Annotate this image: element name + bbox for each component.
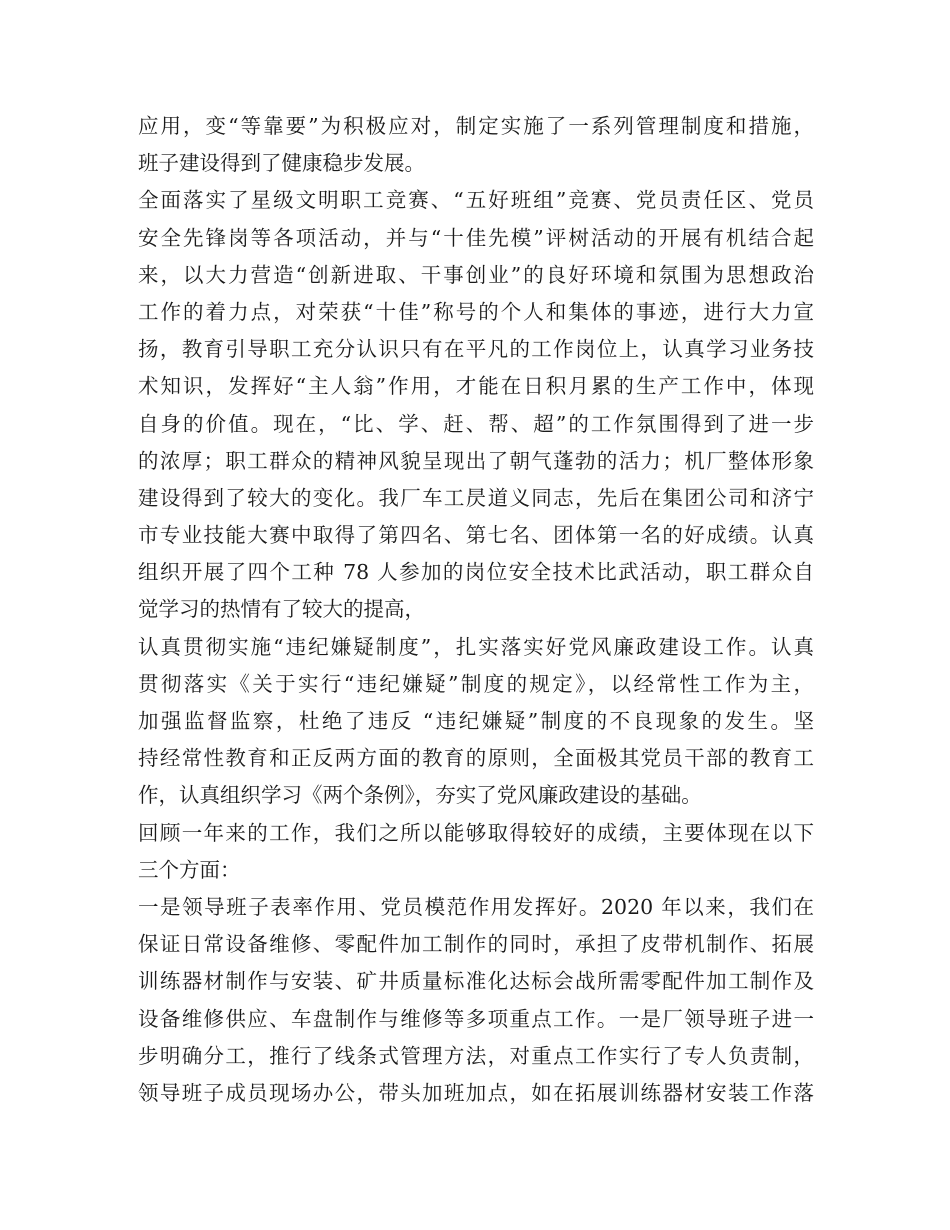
text-line: 贯彻落实《关于实行“违纪嫌疑”制度的规定》，以经常性工作为主， <box>138 671 814 696</box>
text-line: 建设得到了较大的变化。我厂车工昃道义同志，先后在集团公司和济宁 <box>138 485 814 510</box>
text-line: 术知识，发挥好“主人翁”作用，才能在日积月累的生产工作中，体现 <box>138 374 814 399</box>
text-line: 应用，变“等靠要”为积极应对，制定实施了一系列管理制度和措施， <box>138 114 814 138</box>
document-body <box>138 108 814 1112</box>
text-line: 持经常性教育和正反两方面的教育的原则，全面极其党员干部的教育工 <box>138 746 814 771</box>
paragraph-2 <box>138 182 814 628</box>
text-line: 自身的价值。现在，“比、学、赶、帮、超”的工作氛围得到了进一步 <box>138 411 814 436</box>
text-line: 领导班子成员现场办公，带头加班加点，如在拓展训练器材安装工作落 <box>138 1080 814 1105</box>
text-line: 保证日常设备维修、零配件加工制作的同时，承担了皮带机制作、拓展 <box>138 932 814 957</box>
paragraph-1 <box>138 108 814 182</box>
text-line: 设备维修供应、车盘制作与维修等多项重点工作。一是厂领导班子进一 <box>138 1006 814 1031</box>
text-line: 回顾一年来的工作，我们之所以能够取得较好的成绩，主要体现在以下 <box>138 820 814 845</box>
text-line: 安全先锋岗等各项活动，并与“十佳先模”评树活动的开展有机结合起 <box>138 225 814 250</box>
text-line: 市专业技能大赛中取得了第四名、第七名、团体第一名的好成绩。认真 <box>138 523 814 548</box>
text-line: 三个方面： <box>138 857 241 882</box>
text-line: 作，认真组织学习《两个条例》，夯实了党风廉政建设的基础。 <box>138 783 702 808</box>
text-line: 的浓厚；职工群众的精神风貌呈现出了朝气蓬勃的活力；机厂整体形象 <box>138 448 814 473</box>
paragraph-5 <box>138 889 814 1112</box>
text-line: 来，以大力营造“创新进取、干事创业”的良好环境和氛围为思想政治 <box>138 262 814 287</box>
paragraph-4 <box>138 815 814 889</box>
text-line: 加强监督监察，杜绝了违反 “违纪嫌疑”制度的不良现象的发生。坚 <box>138 709 814 733</box>
text-line: 训练器材制作与安装、矿井质量标准化达标会战所需零配件加工制作及 <box>138 969 814 994</box>
paragraph-3 <box>138 629 814 815</box>
text-line: 扬，教育引导职工充分认识只有在平凡的工作岗位上，认真学习业务技 <box>138 337 814 362</box>
text-line: 觉学习的热情有了较大的提高， <box>138 597 425 622</box>
text-line: 一是领导班子表率作用、党员模范作用发挥好。2020 年以来，我们在 <box>138 894 814 919</box>
text-line: 班子建设得到了健康稳步发展。 <box>138 151 425 176</box>
text-line: 认真贯彻实施“违纪嫌疑制度”，扎实落实好党风廉政建设工作。认真 <box>138 634 814 659</box>
text-line: 组织开展了四个工种 78 人参加的岗位安全技术比武活动，职工群众自 <box>138 560 814 585</box>
text-line: 步明确分工，推行了线条式管理方法，对重点工作实行了专人负责制， <box>138 1043 814 1068</box>
text-line: 全面落实了星级文明职工竞赛、“五好班组”竞赛、党员责任区、党员 <box>138 188 814 213</box>
text-line: 工作的着力点，对荣获“十佳”称号的个人和集体的事迹，进行大力宣 <box>138 299 814 324</box>
